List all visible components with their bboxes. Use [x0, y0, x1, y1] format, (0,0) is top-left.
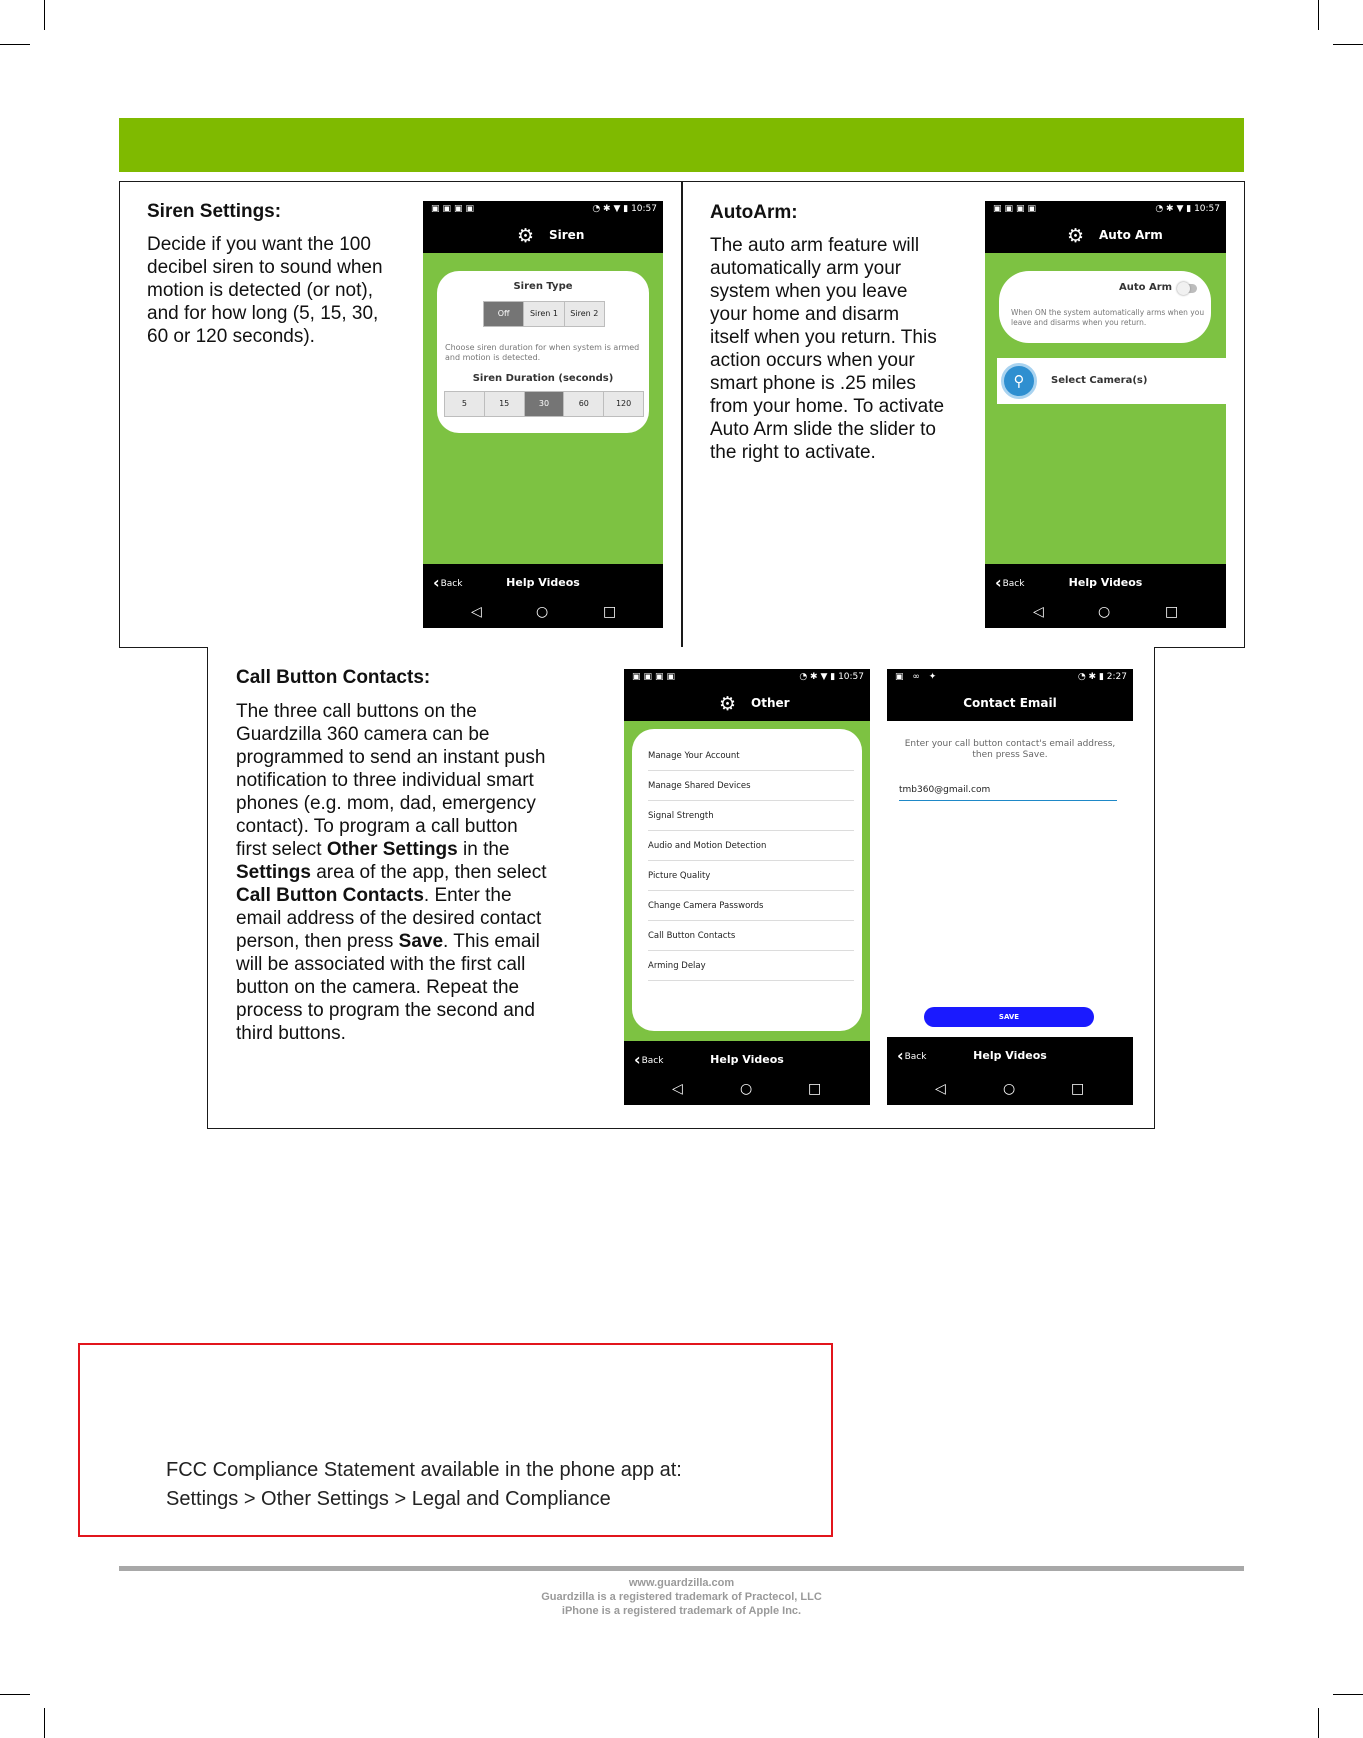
- description-line: [236, 999, 591, 1022]
- nav-home-icon[interactable]: ○: [740, 1081, 753, 1097]
- nav-back-icon[interactable]: ◁: [935, 1081, 946, 1097]
- crop-mark: [1333, 1694, 1363, 1695]
- camera-pin-icon: ⚲: [1001, 363, 1037, 399]
- screen-title: Auto Arm: [1099, 228, 1163, 242]
- app-bottom-bar: [985, 564, 1226, 628]
- status-time: ◔ ✱ ▮ 2:27: [1077, 672, 1127, 682]
- save-button[interactable]: SAVE: [924, 1007, 1094, 1027]
- description-line: [236, 723, 591, 746]
- back-button[interactable]: ‹Back: [433, 573, 463, 592]
- gear-icon: ⚙: [719, 693, 737, 715]
- description-line: [236, 976, 591, 999]
- description-line: [236, 930, 591, 953]
- text-run: button on the camera. Repeat the: [236, 977, 520, 998]
- description-line: the right to activate.: [710, 442, 876, 463]
- text-run: process to program the second and: [236, 1000, 535, 1021]
- footer-url: www.guardzilla.com: [628, 1577, 735, 1589]
- crop-mark: [1333, 44, 1363, 45]
- siren-settings-card: [437, 271, 649, 433]
- email-field[interactable]: tmb360@gmail.com: [899, 785, 1117, 801]
- status-time: ◔ ✱ ▼ ▮ 10:57: [592, 204, 657, 214]
- nav-recents-icon[interactable]: □: [1165, 604, 1179, 620]
- app-bottom-bar: [624, 1041, 870, 1105]
- help-videos-link[interactable]: Help Videos: [710, 1053, 784, 1066]
- crop-mark: [1318, 0, 1319, 30]
- back-button[interactable]: ‹Back: [995, 573, 1025, 592]
- description-line: decibel siren to sound when: [147, 257, 383, 278]
- autoarm-toggle[interactable]: [1177, 284, 1197, 293]
- description-line: itself when you return. This: [710, 327, 937, 348]
- app-bottom-bar: [887, 1037, 1133, 1105]
- status-time: ◔ ✱ ▼ ▮ 10:57: [1155, 204, 1220, 214]
- description-line: Auto Arm slide the slider to: [710, 419, 936, 440]
- menu-item[interactable]: Signal Strength: [648, 801, 854, 831]
- text-run: Guardzilla 360 camera can be: [236, 724, 490, 745]
- screen-title-bar: [423, 219, 663, 253]
- description-line: [236, 792, 591, 815]
- toggle-knob: [1177, 282, 1190, 295]
- duration-note: Choose siren duration for when system is armed and motion is detected.: [445, 343, 640, 362]
- chevron-left-icon: ‹: [634, 1050, 641, 1069]
- other-settings-phone-screenshot: [624, 669, 870, 1105]
- description-line: [236, 953, 591, 976]
- crop-mark: [44, 1708, 45, 1738]
- menu-item[interactable]: Call Button Contacts: [648, 921, 854, 951]
- text-run: . Enter the: [423, 885, 512, 906]
- autoarm-phone-screenshot: [985, 201, 1226, 628]
- select-camera-row[interactable]: [997, 358, 1226, 404]
- bold-term: Other Settings: [326, 839, 458, 860]
- fcc-line-2: Settings > Other Settings > Legal and Compliance: [166, 1488, 611, 1510]
- nav-home-icon[interactable]: ○: [1003, 1081, 1016, 1097]
- nav-back-icon[interactable]: ◁: [672, 1081, 683, 1097]
- status-bar: [887, 669, 1133, 687]
- description-line: Decide if you want the 100: [147, 234, 371, 255]
- menu-item[interactable]: Picture Quality: [648, 861, 854, 891]
- chevron-left-icon: ‹: [897, 1046, 904, 1065]
- description-line: motion is detected (or not),: [147, 280, 373, 301]
- help-videos-link[interactable]: Help Videos: [973, 1049, 1047, 1062]
- screen-title-bar: [887, 687, 1133, 721]
- description-line: [236, 838, 591, 861]
- bold-term: Save: [398, 931, 444, 952]
- notification-icons: ▣▣▣▣: [993, 204, 1040, 214]
- segment-option[interactable]: 5: [445, 392, 485, 416]
- text-run: will be associated with the first call: [236, 954, 526, 975]
- screen-title: Siren: [549, 228, 585, 242]
- segment-option[interactable]: Siren 2: [570, 309, 599, 318]
- notification-icons: ▣▣▣▣: [431, 204, 478, 214]
- autoarm-card: [999, 271, 1211, 343]
- menu-item[interactable]: Manage Shared Devices: [648, 771, 854, 801]
- text-run: programmed to send an instant push: [236, 747, 546, 768]
- call-button-description: [236, 700, 591, 1045]
- description-line: [236, 769, 591, 792]
- siren-type-label: Siren Type: [513, 281, 573, 292]
- crop-mark: [0, 44, 30, 45]
- description-line: 60 or 120 seconds).: [147, 326, 315, 347]
- description-line: [236, 746, 591, 769]
- nav-back-icon[interactable]: ◁: [1033, 604, 1044, 620]
- nav-recents-icon[interactable]: □: [1071, 1081, 1085, 1097]
- select-camera-label: Select Camera(s): [1051, 375, 1148, 386]
- panel-divider: [681, 181, 683, 648]
- gear-icon: ⚙: [1067, 225, 1085, 247]
- description-line: smart phone is .25 miles: [710, 373, 916, 394]
- crop-mark: [44, 0, 45, 30]
- menu-item[interactable]: Manage Your Account: [648, 741, 854, 771]
- footer-trademark-1: Guardzilla is a registered trademark of Practecol, LLC: [541, 1591, 822, 1603]
- gear-icon: ⚙: [517, 225, 535, 247]
- bold-term: Call Button Contacts: [236, 885, 424, 906]
- other-settings-menu: [632, 729, 862, 1031]
- screen-title-bar: [624, 687, 870, 721]
- autoarm-description: When ON the system automatically arms when you leave and disarms when you return.: [1011, 308, 1205, 327]
- siren-type-selector[interactable]: [483, 301, 605, 327]
- segment-option[interactable]: 60: [564, 392, 604, 416]
- nav-home-icon[interactable]: ○: [536, 604, 549, 620]
- contact-email-phone-screenshot: [887, 669, 1133, 1105]
- siren-title: Siren Settings:: [147, 201, 282, 222]
- segment-option[interactable]: Siren 1: [524, 302, 564, 326]
- text-run: . This email: [443, 931, 540, 952]
- nav-recents-icon[interactable]: □: [808, 1081, 822, 1097]
- description-line: [236, 815, 591, 838]
- back-button[interactable]: ‹Back: [634, 1050, 664, 1069]
- text-run: person, then press: [236, 931, 399, 952]
- footer-trademark-2: iPhone is a registered trademark of Apple Inc.: [561, 1605, 802, 1617]
- description-line: The auto arm feature will: [710, 235, 920, 256]
- description-line: [236, 884, 591, 907]
- app-bottom-bar: [423, 564, 663, 628]
- chevron-left-icon: ‹: [433, 573, 440, 592]
- autoarm-title: AutoArm:: [710, 202, 798, 223]
- text-run: The three call buttons on the: [236, 701, 477, 722]
- text-run: third buttons.: [236, 1023, 346, 1044]
- segment-option[interactable]: 30: [525, 392, 565, 416]
- nav-back-icon[interactable]: ◁: [471, 604, 482, 620]
- description-line: and for how long (5, 15, 30,: [147, 303, 379, 324]
- back-button[interactable]: ‹Back: [897, 1046, 927, 1065]
- description-line: your home and disarm: [710, 304, 900, 325]
- bold-term: Settings: [236, 862, 311, 883]
- screen-title: Contact Email: [963, 696, 1057, 710]
- crop-mark: [1318, 1708, 1319, 1738]
- footer-rule: [119, 1566, 1244, 1571]
- notification-icons: ▣▣▣▣: [632, 672, 679, 682]
- menu-item[interactable]: Audio and Motion Detection: [648, 831, 854, 861]
- status-time: ◔ ✱ ▼ ▮ 10:57: [799, 672, 864, 682]
- chevron-left-icon: ‹: [995, 573, 1002, 592]
- autoarm-description: [710, 234, 980, 464]
- nav-recents-icon[interactable]: □: [603, 604, 617, 620]
- notification-icons: ▣ ∞ ✦: [895, 672, 940, 682]
- header-band: [119, 118, 1244, 172]
- call-button-title: Call Button Contacts:: [236, 667, 431, 688]
- status-bar: [985, 201, 1226, 219]
- text-run: in the: [457, 839, 510, 860]
- segment-option[interactable]: 15: [485, 392, 525, 416]
- description-line: automatically arm your: [710, 258, 902, 279]
- siren-duration-selector[interactable]: [444, 391, 644, 417]
- menu-item[interactable]: Arming Delay: [648, 951, 854, 981]
- autoarm-toggle-label: Auto Arm: [1119, 282, 1173, 293]
- help-videos-link[interactable]: Help Videos: [506, 576, 580, 589]
- siren-phone-screenshot: [423, 201, 663, 628]
- fcc-line-1: FCC Compliance Statement available in the phone app at:: [166, 1459, 682, 1481]
- help-videos-link[interactable]: Help Videos: [1068, 576, 1143, 589]
- text-run: contact). To program a call button: [236, 816, 518, 837]
- email-instruction: Enter your call button contact's email address, then press Save.: [904, 739, 1116, 760]
- crop-mark: [0, 1694, 30, 1695]
- text-run: area of the app, then select: [310, 862, 547, 883]
- description-line: [236, 1022, 591, 1045]
- status-bar: [624, 669, 870, 687]
- description-line: [236, 700, 591, 723]
- description-line: action occurs when your: [710, 350, 915, 371]
- screen-title-bar: [985, 219, 1226, 253]
- text-run: email address of the desired contact: [236, 908, 542, 929]
- text-run: phones (e.g. mom, dad, emergency: [236, 793, 536, 814]
- text-run: notification to three individual smart: [236, 770, 534, 791]
- segment-option[interactable]: 120: [615, 399, 632, 408]
- description-line: from your home. To activate: [710, 396, 945, 417]
- description-line: [236, 907, 591, 930]
- duration-label: Siren Duration (seconds): [472, 373, 614, 384]
- segment-option[interactable]: Off: [484, 302, 524, 326]
- description-line: [236, 861, 591, 884]
- description-line: system when you leave: [710, 281, 908, 302]
- menu-item[interactable]: Change Camera Passwords: [648, 891, 854, 921]
- status-bar: [423, 201, 663, 219]
- screen-title: Other: [751, 696, 790, 710]
- text-run: first select: [236, 839, 327, 860]
- siren-description: [147, 233, 417, 348]
- nav-home-icon[interactable]: ○: [1098, 604, 1111, 620]
